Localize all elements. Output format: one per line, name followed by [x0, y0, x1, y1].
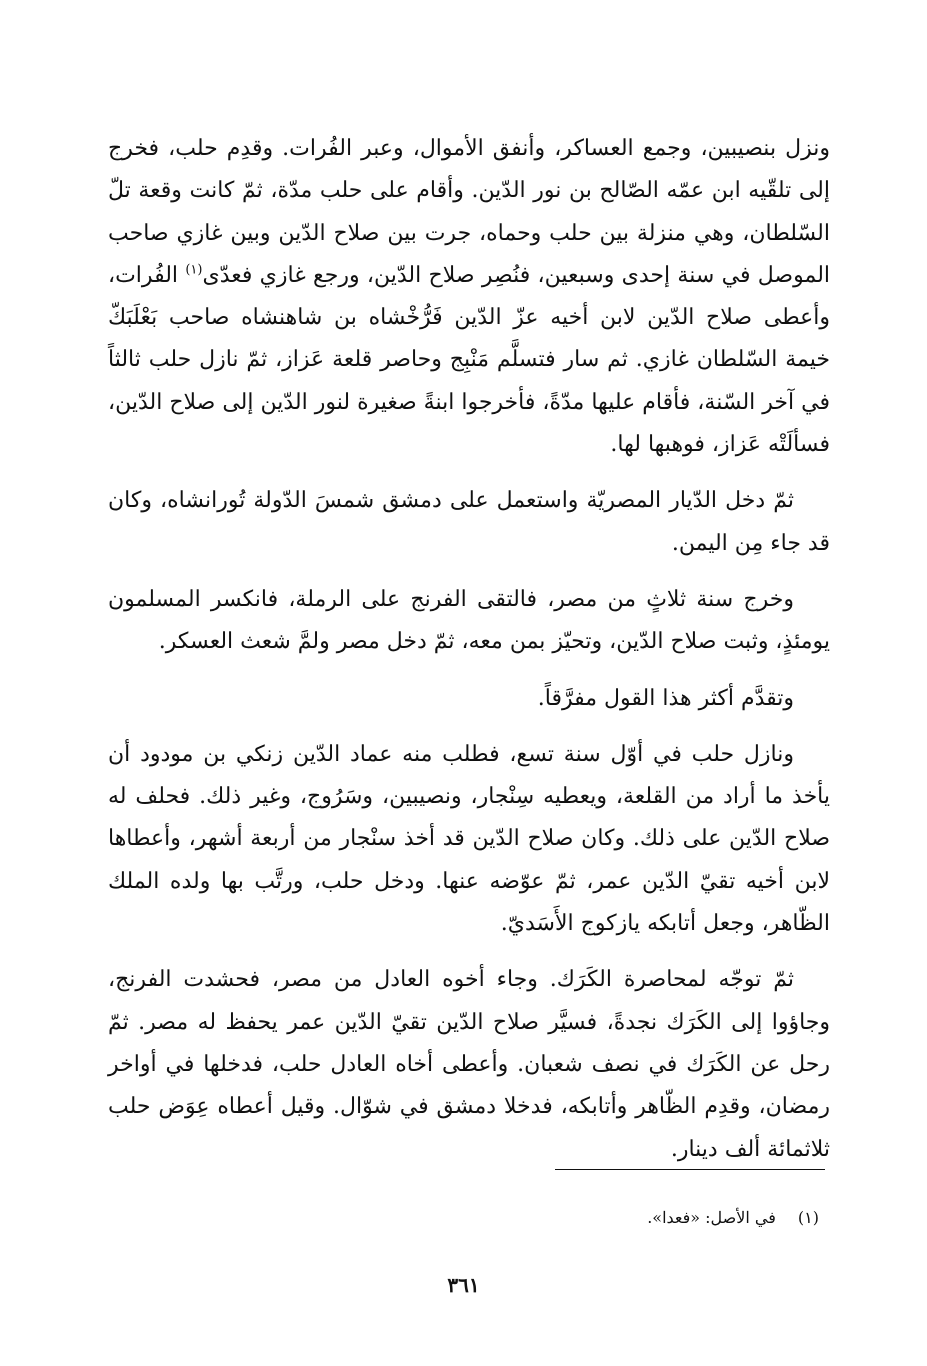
- paragraph-3: وخرج سنة ثلاثٍ من مصر، فالتقى الفرنج على الرملة، فانكسر المسلمون يومئذٍ، وثبت صلاح الدّين، وتحيّز بمن معه، ثمّ دخل مصر ولمَّ شعث العسكر.: [108, 586, 830, 655]
- paragraph-1-text-before-note: ونزل بنصيبين، وجمع العساكر، وأنفق الأموال، وعبر الفُرات. وقدِم حلب، فخرج إلى تلقّيه ابن عمّه الصّالح بن نور الدّين. وأقام على حلب مدّة، ثمّ كانت وقعة تلّ السّلطان، وهي منزلة بين حلب وحماه، جرت بين صلاح الدّين وبين غازي صاحب الموصل في سنة إحدى وسبعين، فنُصِر صلاح الدّين، ورجع غازي فعدّى: [108, 136, 831, 288]
- paragraph-5: ونازل حلب في أوّل سنة تسع، فطلب منه عماد الدّين زنكي بن مودود أن يأخذ ما أراد من القلعة، ويعطيه سِنْجار، ونصيبين، وسَرُوج، وغير ذلك. فحلف له صلاح الدّين على ذلك. وكان صلاح الدّين قد أخذ سنْجار من أربعة أشهر، وأعطاها لابن أخيه تقيّ الدّين عمر، ثمّ عوّضه عنها. ودخل حلب، ورتَّب بها ولده الملك الظّاهر، وجعل أتابكه يازكوج الأَسَديّ.: [108, 741, 830, 937]
- paragraph-1: [108, 128, 830, 466]
- footnote-separator: [555, 1169, 825, 1170]
- paragraph-1-text-after-note: الفُرات، وأعطى صلاح الدّين لابن أخيه عزّ الدّين فَرُّخْشاه بن شاهنشاه صاحب بَعْلَبَكّ خيمة السّلطان غازي. ثم سار فتسلَّم مَنْبِج وحاصر قلعة عَزاز، ثمّ نازل حلب ثالثاً في آخر السّنة، فأقام عليها مدّةً، فأخرجوا ابنةً صغيرة لنور الدّين إلى صلاح الدّين، فسألَتْه عَزاز، فوهبها لها.: [108, 262, 830, 458]
- footnote-reference: (١): [185, 262, 203, 278]
- footnote-text: في الأصل: «فعدا».: [647, 1208, 776, 1227]
- paragraph-4: وتقدَّم أكثر هذا القول مفرَّقاً.: [537, 685, 794, 711]
- paragraph-6: ثمّ توجّه لمحاصرة الكَرَك. وجاء أخوه العادل من مصر، فحشدت الفرنج، وجاؤوا إلى الكَرَك نجدةً، فسيَّر صلاح الدّين تقيّ الدّين عمر يحفظ له مصر. ثمّ رحل عن الكَرَك في نصف شعبان. وأعطى أخاه العادل حلب، فدخلها في أواخر رمضان، وقدِم الظّاهر وأتابكه، فدخلا دمشق في شوّال. وقيل أعطاه عِوَض حلب ثلاثمائة ألف دينار.: [108, 967, 830, 1162]
- footnote-number: (١): [797, 1208, 819, 1227]
- page-body: [108, 128, 830, 1185]
- page-number: ٣٦١: [447, 1273, 480, 1297]
- footnote: [647, 1206, 819, 1230]
- paragraph-2: ثمّ دخل الدّيار المصريّة واستعمل على دمشق شمسَ الدّولة تُورانشاه، وكان قد جاء مِن اليمن.: [108, 488, 830, 556]
